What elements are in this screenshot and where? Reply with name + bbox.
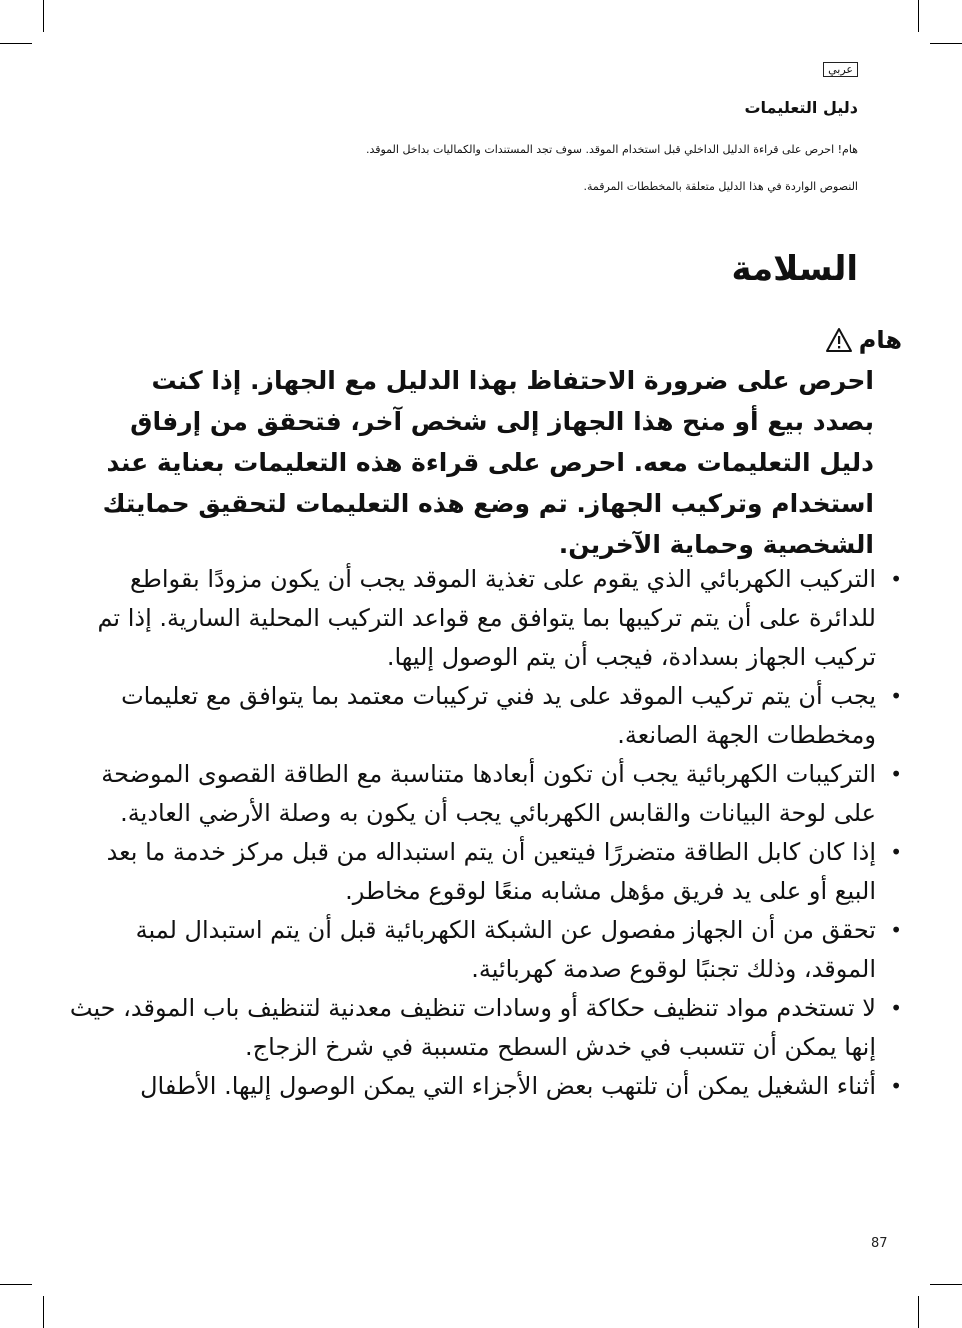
list-item: • التركيب الكهربائي الذي يقوم على تغذية الموقد يجب أن يكون مزودًا بقواطع للدائرة على أن يتم تركيبها بما يتوافق مع قواعد التركيب المحلية السارية. إذا تم تركيب الجهاز بسدادة، فيجب أن يتم الوصول إليها. [62, 560, 902, 677]
list-item: • لا تستخدم مواد تنظيف حكاكة أو وسادات تنظيف معدنية لتنظيف باب الموقد، حيث إنها يمكن أن تتسبب في خدش السطح متسببة في شرخ الزجاج. [62, 989, 902, 1067]
crop-mark [43, 1296, 44, 1328]
warning-label: هام [858, 326, 902, 354]
page-number: 87 [871, 1236, 888, 1251]
language-badge: عربي [823, 62, 858, 77]
list-item: • يجب أن يتم تركيب الموقد على يد فني تركيبات معتمد بما يتوافق مع تعليمات ومخططات الجهة الصانعة. [62, 677, 902, 755]
list-item: • التركيبات الكهربائية يجب أن تكون أبعادها متناسبة مع الطاقة القصوى الموضحة على لوحة البيانات والقابس الكهربائي يجب أن يكون به وصلة الأرضي العادية. [62, 755, 902, 833]
crop-mark [918, 0, 919, 32]
crop-mark [0, 1284, 32, 1285]
safety-list [62, 560, 902, 1106]
crop-mark [0, 43, 32, 44]
crop-mark [930, 43, 962, 44]
warning-heading [825, 326, 902, 354]
guide-title: دليل التعليمات [744, 98, 858, 117]
list-item: • تحقق من أن الجهاز مفصول عن الشبكة الكهربائية قبل أن يتم استبدال لمبة الموقد، وذلك تجنبًا لوقوع صدمة كهربائية. [62, 911, 902, 989]
crop-mark [930, 1284, 962, 1285]
guide-note: هام! احرص على قراءة الدليل الداخلي قبل استخدام الموقد. سوف تجد المستندات والكماليات بداخل الموقد. [365, 143, 858, 156]
list-item: • إذا كان كابل الطاقة متضررًا فيتعين أن يتم استبداله من قبل مركز خدمة ما بعد البيع أو على يد فريق مؤهل مشابه منعًا لوقوع مخاطر. [62, 833, 902, 911]
crop-mark [43, 0, 44, 32]
warning-text: احرص على ضرورة الاحتفاظ بهذا الدليل مع الجهاز. إذا كنت بصدد بيع أو منح هذا الجهاز إلى شخص آخر، فتحقق من إرفاق دليل التعليمات معه. احرص على قراءة هذه التعليمات بعناية عند استخدام وتركيب الجهاز. تم وضع هذه التعليمات لتحقيق حمايتك الشخصية وحماية الآخرين. [102, 366, 874, 559]
section-title: السلامة [731, 249, 858, 289]
list-item: • أثناء الشغيل يمكن أن تلتهب بعض الأجزاء التي يمكن الوصول إليها. الأطفال [62, 1067, 902, 1106]
crop-mark [918, 1296, 919, 1328]
warning-triangle-icon [825, 327, 853, 353]
guide-note-diagrams: النصوص الواردة في هذا الدليل متعلقة بالمخططات المرقمة. [583, 180, 858, 193]
